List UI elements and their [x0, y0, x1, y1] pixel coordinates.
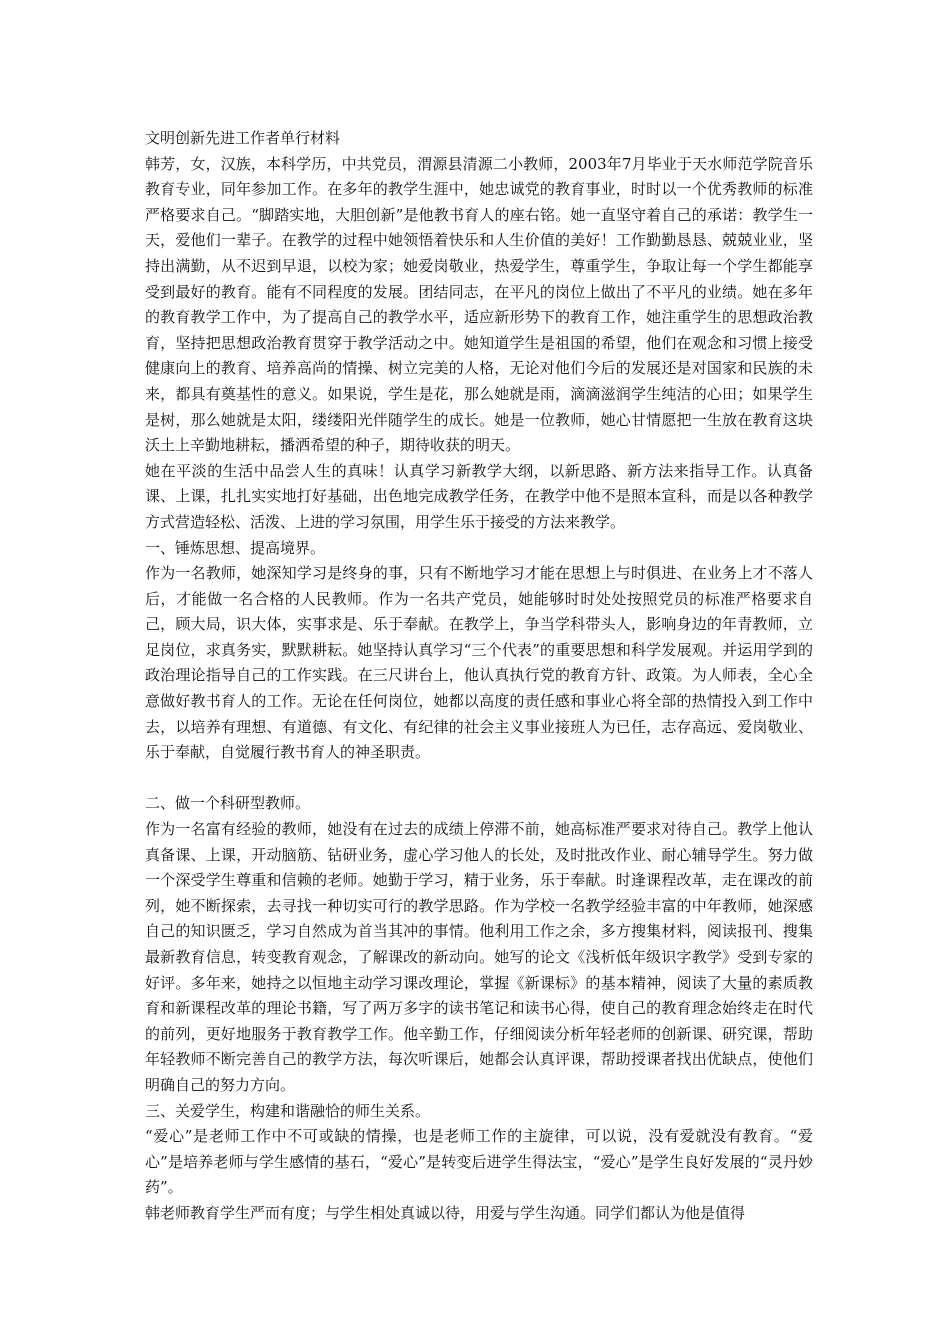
document-title: 文明创新先进工作者单行材料 [145, 129, 341, 147]
paragraph-intro: 韩芳，女，汉族，本科学历，中共党员，渭源县清源二小教师，2003年7月毕业于天水师范学院音乐教育专业，同年参加工作。在多年的教学生涯中，她忠诚党的教育事业，时时以一个优秀教师的标准严格要求自己。“脚踏实地，大胆创新”是他教书育人的座右铭。她一直坚守着自己的承诺：教学生一天，爱他们一辈子。在教学的过程中她领悟着快乐和人生价值的美好！工作勤勤恳恳、兢兢业业，坚持出满勤，从不迟到早退，以校为家；她爱岗敬业，热爱学生，尊重学生，争取让每一个学生都能享受到最好的教育。能有不同程度的发展。团结同志，在平凡的岗位上做出了不平凡的业绩。她在多年的教育教学工作中，为了提高自己的教学水平，适应新形势下的教育工作，她注重学生的思想政治教育，坚持把思想政治教育贯穿于教学活动之中。她知道学生是祖国的希望，他们在观念和习惯上接受健康向上的教育、培养高尚的情操、树立完美的人格，无论对他们今后的发展还是对国家和民族的未来，都具有奠基性的意义。如果说，学生是花，那么她就是雨，滴滴滋润学生纯洁的心田；如果学生是树，那么她就是太阳，缕缕阳光伴随学生的成长。她是一位教师，她心甘情愿把一生放在教育这块沃土上辛勤地耕耘，播洒希望的种子，期待收获的明天。 [145, 154, 813, 455]
paragraph-attitude: 她在平淡的生活中品尝人生的真味！认真学习新教学大纲，以新思路、新方法来指导工作。认真备课、上课，扎扎实实地打好基础，出色地完成教学任务，在教学中他不是照本宣科，而是以各种教学方式营造轻松、活泼、上进的学习氛围，用学生乐于接受的方法来教学。 [145, 461, 813, 531]
section-heading-2: 二、做一个科研型教师。 [145, 794, 311, 813]
paragraph-section-1: 作为一名教师，她深知学习是终身的事，只有不断地学习才能在思想上与时俱进、在业务上才不落人后，才能做一名合格的人民教师。作为一名共产党员，她能够时时处处按照党员的标准严格要求自己，顾大局，识大体，实事求是、乐于奉献。在教学上，争当学科带头人，影响身边的年青教师，立足岗位，求真务实，默默耕耘。她坚持认真学习“三个代表”的重要思想和科学发展观。并运用学到的政治理论指导自己的工作实践。在三尺讲台上，他认真执行党的教育方针、政策。为人师表，全心全意做好教书育人的工作。无论在任何岗位，她都以高度的责任感和事业心将全部的热情投入到工作中去，以培养有理想、有道德、有文化、有纪律的社会主义事业接班人为已任，志存高远、爱岗敬业、乐于奉献，自觉履行教书育人的神圣职责。 [145, 564, 813, 762]
section-heading-1: 一、锤炼思想、提高境界。 [145, 538, 326, 557]
document-page [145, 126, 813, 1227]
paragraph-section-3b: 韩老师教育学生严而有度；与学生相处真诚以待，用爱与学生沟通。同学们都认为他是值得 [145, 1203, 746, 1222]
section-heading-3: 三、关爱学生，构建和谐融恰的师生关系。 [145, 1101, 431, 1120]
paragraph-section-3a: “爱心”是老师工作中不可或缺的情操，也是老师工作的主旋律，可以说，没有爱就没有教育。“爱心”是培养老师与学生感情的基石，“爱心”是转变后进学生得法宝，“爱心”是学生良好发展的“灵丹妙药”。 [145, 1127, 813, 1197]
paragraph-section-2: 作为一名富有经验的教师，她没有在过去的成绩上停滞不前，她高标准严要求对待自己。教学上他认真备课、上课，开动脑筋、钻研业务，虚心学习他人的长处，及时批改作业、耐心辅导学生。努力做一个深受学生尊重和信赖的老师。她勤于学习，精于业务，乐于奉献。时逢课程改革，走在课改的前列，她不断探索，去寻找一种切实可行的教学思路。作为学校一名教学经验丰富的中年教师，她深感自己的知识匮乏，学习自然成为首当其冲的事情。他利用工作之余，多方搜集材料，阅读报刊、搜集最新教育信息，转变教育观念，了解课改的新动向。她写的论文《浅析低年级识字教学》受到专家的好评。多年来，她持之以恒地主动学习课改理论，掌握《新课标》的基本精神，阅读了大量的素质教育和新课程改革的理论书籍，写了两万多字的读书笔记和读书心得，使自己的教育理念始终走在时代的前列，更好地服务于教育教学工作。他辛勤工作，仔细阅读分析年轻老师的创新课、研究课，帮助年轻教师不断完善自己的教学方法，每次听课后，她都会认真评课，帮助授课者找出优缺点，使他们明确自己的努力方向。 [145, 820, 813, 1094]
blank-line [145, 766, 813, 792]
